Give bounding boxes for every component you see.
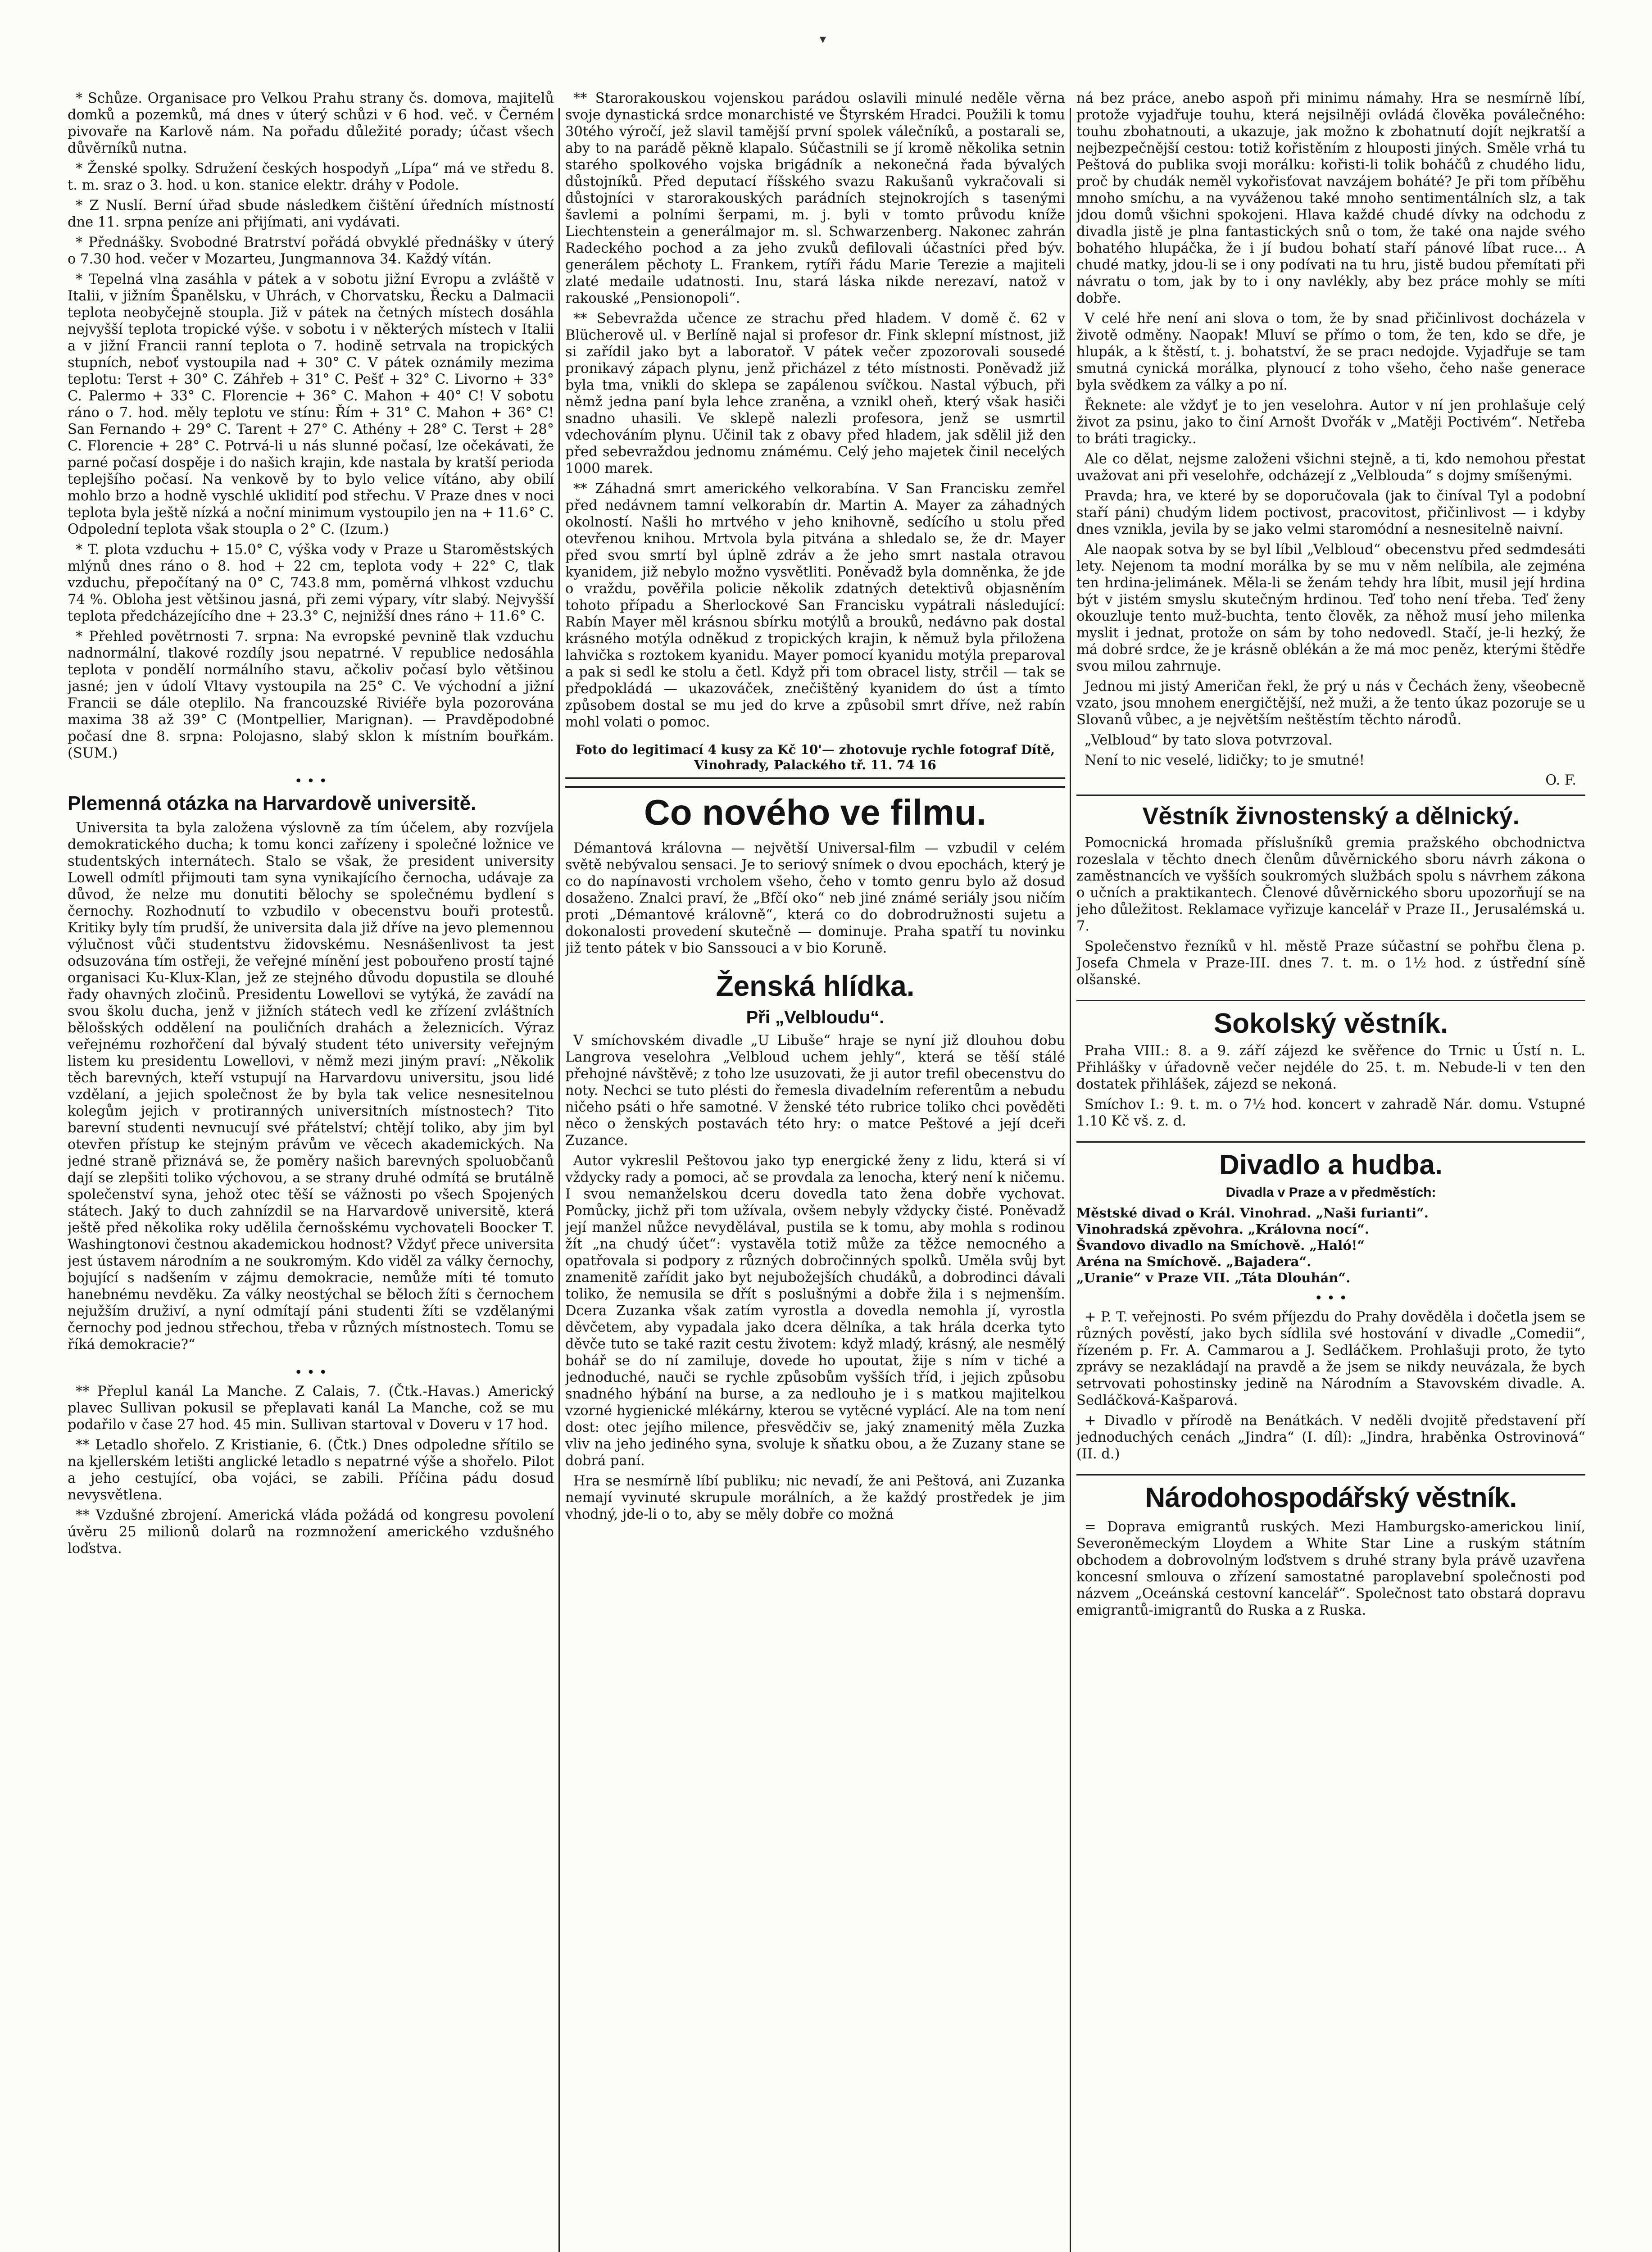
column-2 — [565, 90, 1065, 2252]
news-item: + Divadlo v přírodě na Benátkách. V neděli dvojitě představení pří jednoduchých cenách „Jindra“ (I. díl): „Jindra, hraběnka Ostrovinová“ (II. d.) — [1076, 1413, 1585, 1462]
theatre-listing — [1076, 1205, 1585, 1286]
column-3 — [1076, 90, 1585, 2252]
section-title-theatre: Divadlo a hudba. — [1076, 1141, 1585, 1182]
article-body: Řeknete: ale vždyť je to jen veselohra. Autor v ní jen prohlašuje celý život za psinu, jako to činí Arnošt Dvořák v „Matěji Poctivém“. Netřeba to bráti tragicky.. — [1076, 398, 1585, 447]
news-item: * Tepelná vlna zasáhla v pátek a v sobotu jižní Evropu a zvláště v Italii, v jižním Španělsku, v Uhrách, v Chorvatsku, Řecku a Dalmacii teplota neobyčejně stoupla. Již v pátek na četných místech dosáhla nejvyšší teplota tropické výše. v sobotu i v některých místech v Italii a v jižní Francii ranní teplota o 7. hodině setrvala na tropických stupních, neboť vystoupila nad + 30° C. V pátek oznámily mezima teplotu: Terst + 30° C. Záhřeb + 31° C. Pešť + 32° C. Livorno + 33° C. Palermo + 33° C. Florencie + 36° C. Mahon + 40° C! V sobotu ráno o 7. hod. měly teplotu ve stínu: Řím + 31° C. Mahon + 36° C! San Fernando + 29° C. Tarent + 27° C. Athény + 28° C. Terst + 28° C. Florencie + 28° C. Potrvá-li u nás slunné počasí, lze očekávati, že parné počasí dospěje i do našich krajin, kde nastala by kratší perioda teplejšího počasí. Na venkově by to bylo velice vítáno, aby obilí mohlo brzo a hodně vyschlé uklidití pod střechu. V Praze dnes v noci teplota byla ještě nízká a noční minimum vystoupilo jen na + 11.6° C. Odpolední teplota však stoupla o 2° C. (Izum.) — [68, 272, 554, 537]
article-harvard — [68, 792, 554, 1353]
local-news — [68, 90, 554, 762]
article-body: Universita ta byla založena výslovně za tím účelem, aby rozvíjela demokratického ducha; k tomu konci zařízeny i společné ložnice ve studentských internátech. Stalo se však, že president university Lowell odmítl přijmouti tam syna vynikajícího černocha, udávaje za důvod, že nelze mu donutiti bělochy se společnému bydlení s černochy. Rozhodnutí to vzbudilo v obecenstvu bouři protestů. Kritiky byly tím prudší, že universita dala již dříve na jevo plemennou výlučnost vůči studentstvu židovskému. Nesnášenlivost ta jest odsuzována tím ostřeji, že veřejné mínění jest pobouřeno prostí tajné organisaci Ku-Klux-Klan, jež ze stejného důvodu dopustila se dlouhé řady ohavných zločinů. Presidentu Lowellovi se vytýká, že zavádí na svou školu ducha, jenž v jižních státech vedl ke zřízení zvláštních bělošských oddělení na pouličních drahách a železnicích. Výraz veřejnému rozhořčení dal bývalý student této university veřejným listem ku presidentu Lowellovi, v němž mezi jiným praví: „Několik těch barevných, kteří vstupují na Harvardovu universitu, jsou lidé vzdělaní, a jejich společnost že by byla tak velice nesnesitelnou kolegům jejich v protiranných universitních místnostech? Tito barevní studenti nevnucují své přátelství; chtějí toliko, aby jim byl otevřen přístup ke stejným právům ve věcech akademických. Na jedné straně přiznává se, že poměry našich barevných spoluobčanů dají se zlepšiti toliko výchovou, a se strany druhé odmítá se brutálně společenství syna, jehož otec těší se vážnosti po všech Spojených státech. Jaký to duch zahnízdil se na Harvardově universitě, která ještě před několika roky udělila černošskému vychovateli Boocker T. Washingtonovi čestnou akademickou hodnost? Vždyť přece universita jest ústavem národním a ne soukromým. Kdo viděl za války černochy, bojující s nadšením v zájmu demokracie, nemůže míti té tomuto hanebnému nevděku. Za války neostýchal se běloch žíti s černochem nejužším druživí, a nyní odmítají páni studenti žíti se vzdělanými černochy pod jednou střechou, třeba v různých místnostech. Tomu se říká demokracie?“ — [68, 820, 554, 1353]
article-body: Není to nic veselé, lidičky; to je smutné! — [1085, 753, 1365, 768]
article-body: „Velbloud“ by tato slova potvrzoval. — [1085, 732, 1333, 748]
news-item: ** Letadlo shořelo. Z Kristianie, 6. (Čtk.) Dnes odpoledne sřítilo se na kjellerském letišti anglické letadlo s nepatrné výše a shořelo. Pilot a jeho cestující, oba vojáci, se zabili. Příčina pádu dosud nevysvětlena. — [68, 1437, 554, 1503]
separator: • • • — [294, 773, 327, 789]
section-title-trade: Věstník živnostenský a dělnický. — [1076, 795, 1585, 831]
news-item: * Přednášky. Svobodné Bratrství pořádá obvyklé přednášky v úterý o 7.30 hod. večer v Mozarteu, Jungmannova 34. Každý vítán. — [68, 235, 554, 267]
foreign-news — [68, 1383, 554, 1557]
author-signature: O. F. — [1545, 772, 1576, 788]
article-body: Hra se nesmírně líbí publiku; nic nevadí, že ani Peštová, ani Zuzanka nemají vyvinuté skrupule morálních, a že každý prostředek je jim vhodný, jde-li o to, aby se měly dobře co možná — [565, 1473, 1065, 1522]
news-item: Pomocnická hromada příslušníků gremia pražského obchodnictva rozeslala v těchto dnech členům důvěrnického sboru návrh zákona o zaměstnancích ve vyšších soukromých službách spolu s návrhem zákona o učních a praktikantech. Členové důvěrnického sboru upozorňují se na jeho důležitost. Reklamace vyřizuje kancelář v Praze II., Jerusalémská u. 7. — [1076, 835, 1585, 934]
separator: • • • — [1314, 1290, 1348, 1306]
news-item: ** Záhadná smrt amerického velkorabína. V San Francisku zemřel před nedávnem tamní velkorabín dr. Martin A. Mayer za záhadných okolností. Našli ho mrtvého v jeho knihovně, sedícího u stolu před otevřenou knihou. Mrtvola byla pitvána a shledalo se, že dr. Mayer před svou smrtí byl úplně zdráv a že jeho smrt nastala otravou kyanidem, již nebylo možno vysvětliti. Poněvadž byla domněnka, že jde o vraždu, pověřila policie několik zdatných detektivů objasněním tohoto případu a Sherlockové San Francisku vypátrali následující: Rabín Mayer měl krásnou sbírku motýlů a brouků, nedávno pak dostal krásného motýla odněkud z tropických krajin, k němuž byla přiložena lahvička s roztokem kyanidu. Mayer pomocí kyanidu motýla preparoval a pak si sedl ke stolu a četl. Když při tom obracel listy, strčil — tak se předpokládá — ukazováček, znečištěný kyanidem do úst a tímto způsobem dostal se mu jed do krve a způsobil smrt dříve, než rabín mohl volati o pomoc. — [565, 481, 1065, 730]
article-body: Pravda; hra, ve které by se doporučovala (jak to činíval Tyl a podobní staří páni) chudým lidem poctivost, pracovitost, přičinlivost — i kdyby dnes vznikla, jevila by se jako velmi staromódní a nesnesitelně naivní. — [1076, 488, 1585, 537]
section-title-economy: Národohospodářský věstník. — [1076, 1474, 1585, 1515]
women-section — [565, 1032, 1065, 1523]
news-item: ** Starorakouskou vojenskou parádou oslavili minulé neděle věrna svoje dynastická srdce monarchisté ve Štyrském Hradci. Použili k tomu 30tého výročí, jež slavil tamější první spolek válečníků, a postarali se, aby to na parádě pěkně klapalo. Súčastnili se jí kromě několika setnin starého spolkového vojska brigádník a nekonečná řada bývalých důstojníků. Před deputací říšského svazu Rakušanů vykračovali si důstojníci v starorakouských parádních stejnokrojích s tasenými šavlemi a polními šerpami, m. j. byli v tomto průvodu kníže Liechtenstein a generálmajor m. sl. Schwarzenberg. Nakonec zahrán Radeckého pochod a za jeho zvuků defilovali účastníci před býv. generálem pěchoty L. Frankem, rytíři řádu Marie Terezie a majiteli zlaté medaile udatnosti. Inu, stará láska nikde nerezaví, natož v rakouské „Pensionopoli“. — [565, 91, 1065, 306]
article-body: Ale naopak sotva by se byl líbil „Velbloud“ obecenstvu před sedmdesáti lety. Nejenom ta modní morálka by se mu v něm nelíbila, ale zejména ten hrdina-jelimánek. Měla-li se ženám tehdy hra líbit, musil její hrdina být v jistém smyslu skutečným hrdinou. Teď toho není třeba. Teď ženy okouzluje tento muž-buchta, tento člověk, za něhož musí jeho milenka myslit i jednat, protože on sám by toho nedovedl. Stačí, je-li hezký, že má dobré srdce, že je krásně oblékán a že má moc peněz, kterými štědře svou milou zahrnuje. — [1076, 542, 1585, 674]
news-item: * T. plota vzduchu + 15.0° C, výška vody v Praze u Staroměstských mlýnů dnes ráno o 8. hod + 22 cm, teplota vody + 22° C, tlak vzduchu, přepočítaný na 0° C, 743.8 mm, poměrná vlhkost vzduchu 74 %. Obloha jest většinou jasná, při zemi výpary, vítr slabý. Nejvyšší teplota předcházejícího dne + 23.3° C, nejnižší dnes ráno + 11.6° C. — [68, 542, 554, 624]
news-item: + P. T. veřejnosti. Po svém příjezdu do Prahy dověděla i dočetla jsem se různých pověstí, jako bych sídlila své hostování v divadle „Comedii“, řízeném p. Fr. A. Cammarou a J. Sedláčkem. Prohlašuji proto, že tyto zprávy se nezakládají na pravdě a že jsem se nikdy neuvázala, že bych setrvovati pohostinsky jedině na Národním a Stavovském divadle. A. Sedláčková-Kašparová. — [1076, 1309, 1585, 1408]
article-body: V smíchovském divadle „U Libuše“ hraje se nyní již dlouhou dobu Langrova veselohra „Velbloud uchem jehly“, která se těší stálé přehojné návštěvě; z toho lze usuzovati, že ji autor trefil obecenstvu do noty. Nechci se tuto plésti do řemesla divadelním referentům a nebudu ničeho psáti o hře samotné. V ženské této rubrice toliko chci pověděti něco o ženských postavách této hry: o matce Peštové a její dceři Zuzance. — [565, 1033, 1065, 1149]
news-item: Praha VIII.: 8. a 9. září zájezd ke svěřence do Trnic u Ústí n. L. Přihlášky v úřadovně večer nejdéle do 25. t. m. Nebude-li v ten den dostatek přihlášek, zájezd se nekoná. — [1076, 1043, 1585, 1092]
news-item: Společenstvo řezníků v hl. městě Praze súčastní se pohřbu člena p. Josefa Chmela v Praze-III. dnes 7. t. m. o 1½ hod. z ústřední síně olšanské. — [1076, 939, 1585, 988]
article-subtitle: Při „Velbloudu“. — [746, 1008, 885, 1027]
article-body: Autor vykreslil Peštovou jako typ energické ženy z lidu, která si ví vždycky rady a pomoci, ač se provdala za lenocha, který není k ničemu. I svou nemanželskou dceru dovedla tato žena dobře vychovat. Pomůcky, jichž při tom užívala, ovšem nebyly vždycky čisté. Poněvadž její manžel nůžce nevydělával, pustila se k tomu, aby mohla s rodinou žít „na chudý účet“: vystavěla totiž může za těžce nemocného a opatřovala si podpory z různých dobročinných spolků. Uměla svůj byt znamenitě zařídit jako byt nejubožejších chudáků, a dobrodinci dávali toliko, že nemusila se dřít s poslušnými a dobře žila i s nejmenším. Dcera Zuzanka však zatím vyrostla a dovedla nemohla jí, vyrostla děvčetem, aby vypadala jako dcera dělníka, a tak hrála dcerka tyto děvče tuto se také razit cestu životem: když mladý, krásný, ale nesmělý bohář se do ní zamiluje, dovede ho upoutat, žije s ním v tiché a jednoduché, nauči se rychle způsobům vyšších tříd, i jejich způsobu snadného hýbání na burse, a za nedlouho je i s matkou majitelkou vzorné hygienické mlékárny, kterou se vytěcné vyplácí. Ale na tom není dost: otec jejího milence, přesvědčiv se, jaký znamenitý měla Zuzka vliv na jeho jediného syna, svoluje k sňatku obou, a že Zuzany stane se dobrá paní. — [565, 1153, 1065, 1469]
news-item: ** Sebevražda učence ze strachu před hladem. V domě č. 62 v Blücherově ul. v Berlíně najal si profesor dr. Fink sklepní místnost, již si zařídil jako byt a laboratoř. V pátek večer zpozorovali sousedé pronikavý zápach plynu, jenž přicházel z této místnosti. Poněvadž již byla tma, vnikli do sklepa se zapálenou svíčkou. Nastal výbuch, při němž jedna paní byla lehce zraněna, a vznikl oheň, který však hasiči snadno uhasili. Ve sklepě nalezli profesora, jenž se usmrtil vdechováním plynu. Učinil tak z obavy před hladem, jak sdělil již den před sebevraždou jednomu známému. Celý jeho majetek činil necelých 1000 marek. — [565, 311, 1065, 477]
misc-news — [565, 90, 1065, 731]
women-section-continued — [1076, 90, 1585, 769]
listing-item: Švandovo divadlo na Smíchově. „Haló!“ — [1076, 1238, 1365, 1253]
news-item: * Z Nuslí. Berní úřad sbude následkem čištění úředních místností dne 11. srpna peníze ani přijímati, ani vydávati. — [68, 198, 554, 230]
section-title-film: Co nového ve filmu. — [565, 786, 1065, 834]
article-body: Jednou mi jistý Američan řekl, že prý u nás v Čechách ženy, všeobecně vzato, jsou mnohem energičtější, než muži, a že tento úkaz pozoruje se u Slovanů vůbec, a je největším neštěstím těchto národů. — [1076, 679, 1585, 728]
separator: • • • — [294, 1365, 327, 1380]
section-title-sokol: Sokolský věstník. — [1076, 1000, 1585, 1041]
top-mark: ▾ — [820, 32, 826, 46]
trade-section — [1076, 835, 1585, 988]
advertisement: Foto do legitimací 4 kusy za Kč 10'— zhotovuje rychle fotograf Dítě, Vinohrady, Palackého tř. 11. 74 16 — [565, 742, 1065, 779]
column-rule-2 — [1070, 108, 1071, 2252]
article-title: Plemenná otázka na Harvardově universitě. — [68, 792, 477, 814]
news-item: = Doprava emigrantů ruských. Mezi Hamburgsko-americkou linií, Severoněmeckým Lloydem a White Star Line a ruským státním obchodem a dobrovolným loďstvem s druhé strany byla právě uzavřena koncesní smlouva o zřízení samostatné paroplavební společnosti pod názvem „Oceánská cestovní kancelář“. Společnost tato obstará dopravu emigrantů-imigrantů do Ruska a z Ruska. — [1076, 1519, 1585, 1618]
news-item: * Ženské spolky. Sdružení českých hospodyň „Lípa“ má ve středu 8. t. m. sraz o 3. hod. u kon. stanice elektr. dráhy v Podole. — [68, 161, 554, 193]
news-item: ** Vzdušné zbrojení. Americká vláda požádá od kongresu povolení úvěru 25 milionů dolarů na rozmnožení amerického vzdušného loďstva. — [68, 1507, 554, 1557]
article-body: Démantová královna — největší Universal-film — vzbudil v celém světě nebývalou sensaci. Je to seriový snímek o dvou epochách, který je co do napínavosti vrcholem všeho, čeho v tomto genru bylo až dosud dosaženo. Znalci praví, že „Bfčí oko“ neb jiné známé seriály jsou ničím proti „Démantové královně“, která co do dobrodružnosti sujetu a dokonalosti provedení skutečně — dominuje. Praha spatří tu novinku již tento pátek v bio Sanssouci a v bio Koruně. — [565, 840, 1065, 956]
theatre-section — [1076, 1309, 1585, 1462]
news-item: ** Přeplul kanál La Manche. Z Calais, 7. (Čtk.-Havas.) Americký plavec Sullivan pokusil se přeplavati kanál La Manche, což se mu podařilo v čase 27 hod. 45 min. Sullivan startoval v Doveru v 17 hod. — [68, 1384, 554, 1433]
section-title-women: Ženská hlídka. — [716, 970, 915, 1002]
article-body: V celé hře není ani slova o tom, že by snad přičinlivost docházela v životě odměny. Naopak! Mluví se přímo o tom, že ten, kdo se dře, je hlupák, a k štěstí, t. j. bohatství, že se pracı nedojde. Vyjadřuje se tam smutná cynická morálka, plynoucí z toho všeho, čeho naše generace byla svědkem za války a po ní. — [1076, 311, 1585, 393]
listing-item: Aréna na Smíchově. „Bajadera“. — [1076, 1254, 1312, 1269]
news-item: * Přehled povětrnosti 7. srpna: Na evropské pevnině tlak vzduchu nadnormální, tlakové rozdíly jsou nepatrné. V republice nedosáhla teplota v pondělí normálního stavu, ačkoliv počasí bylo většinou jasné; jen v údolí Vltavy vystoupila na 25° C. Ve východní a jižní Francii se dále oteplilo. Na francouzské Riviéře byla pozorována maxima 38 až 39° C (Montpellier, Marignan). — Pravděpodobné počasí dne 8. srpna: Polojasno, slabý sklon k místním bouřkám. (SUM.) — [68, 629, 554, 761]
article-body: ná bez práce, anebo aspoň při minimu námahy. Hra se nesmírně líbí, protože vyjadřuje touhu, která nejsilněji ovládá člověka poválečného: touhu zbohatnouti, a ukazuje, jak možno k zbohatnutí dojít nejkratší a nejbezpečnější cestou: totiž kořistěním z hlouposti jiných. Směle vrhá tu Peštová do publika svoji morálku: kořisti-li tolik boháčů z chudého lidu, proč by chudák neměl vykořisťovat navzájem boháté? Je při tom příběhu mnoho smíchu, a na vyváženou také mnoho sentimentálních slz, a tak jdou domů všichni spokojeni. Hlava každé chudé dívky na odchodu z divadla jistě je plna fantastických snů o tom, že také ona najde svého bohatého hlupáčka, že i jí budou bohatí staří pánové líbat ruce... A chudé matky, jdou-li se i ony podívati na tu hru, jistě budou přemítati při návratu o tom, jak by to i ony navlékly, aby bez práce mohly se míti dobře. — [1076, 91, 1585, 306]
economy-section — [1076, 1519, 1585, 1619]
theatre-subtitle: Divadla v Praze a v předměstích: — [1225, 1185, 1436, 1200]
listing-item: „Uranie“ v Praze VII. „Táta Dlouhán“. — [1076, 1270, 1351, 1285]
news-item: Smíchov I.: 9. t. m. o 7½ hod. koncert v zahradě Nár. domu. Vstupné 1.10 Kč vš. z. d. — [1076, 1097, 1585, 1129]
sokol-section — [1076, 1043, 1585, 1130]
listing-item: Městské divad o Král. Vinohrad. „Naši furianti“. — [1076, 1205, 1429, 1221]
listing-item: Vinohradská zpěvohra. „Královna nocí“. — [1076, 1221, 1369, 1237]
column-1 — [68, 90, 554, 2252]
article-body: Ale co dělat, nejsme založeni všichni stejně, a ti, kdo nemohou přestat uvažovat ani při veselohře, odcházejí z „Velblouda“ s dojmy smíšenými. — [1076, 451, 1585, 484]
film-section — [565, 840, 1065, 957]
news-item: * Schůze. Organisace pro Velkou Prahu strany čs. domova, majitelů domků a pozemků, má dnes v úterý schůzi v 6 hod. več. v Černém pivovaře na Karlově nám. Na pořadu důležité porady; účast všech důvěrníků nutna. — [68, 91, 554, 156]
column-rule-1 — [558, 108, 560, 2252]
